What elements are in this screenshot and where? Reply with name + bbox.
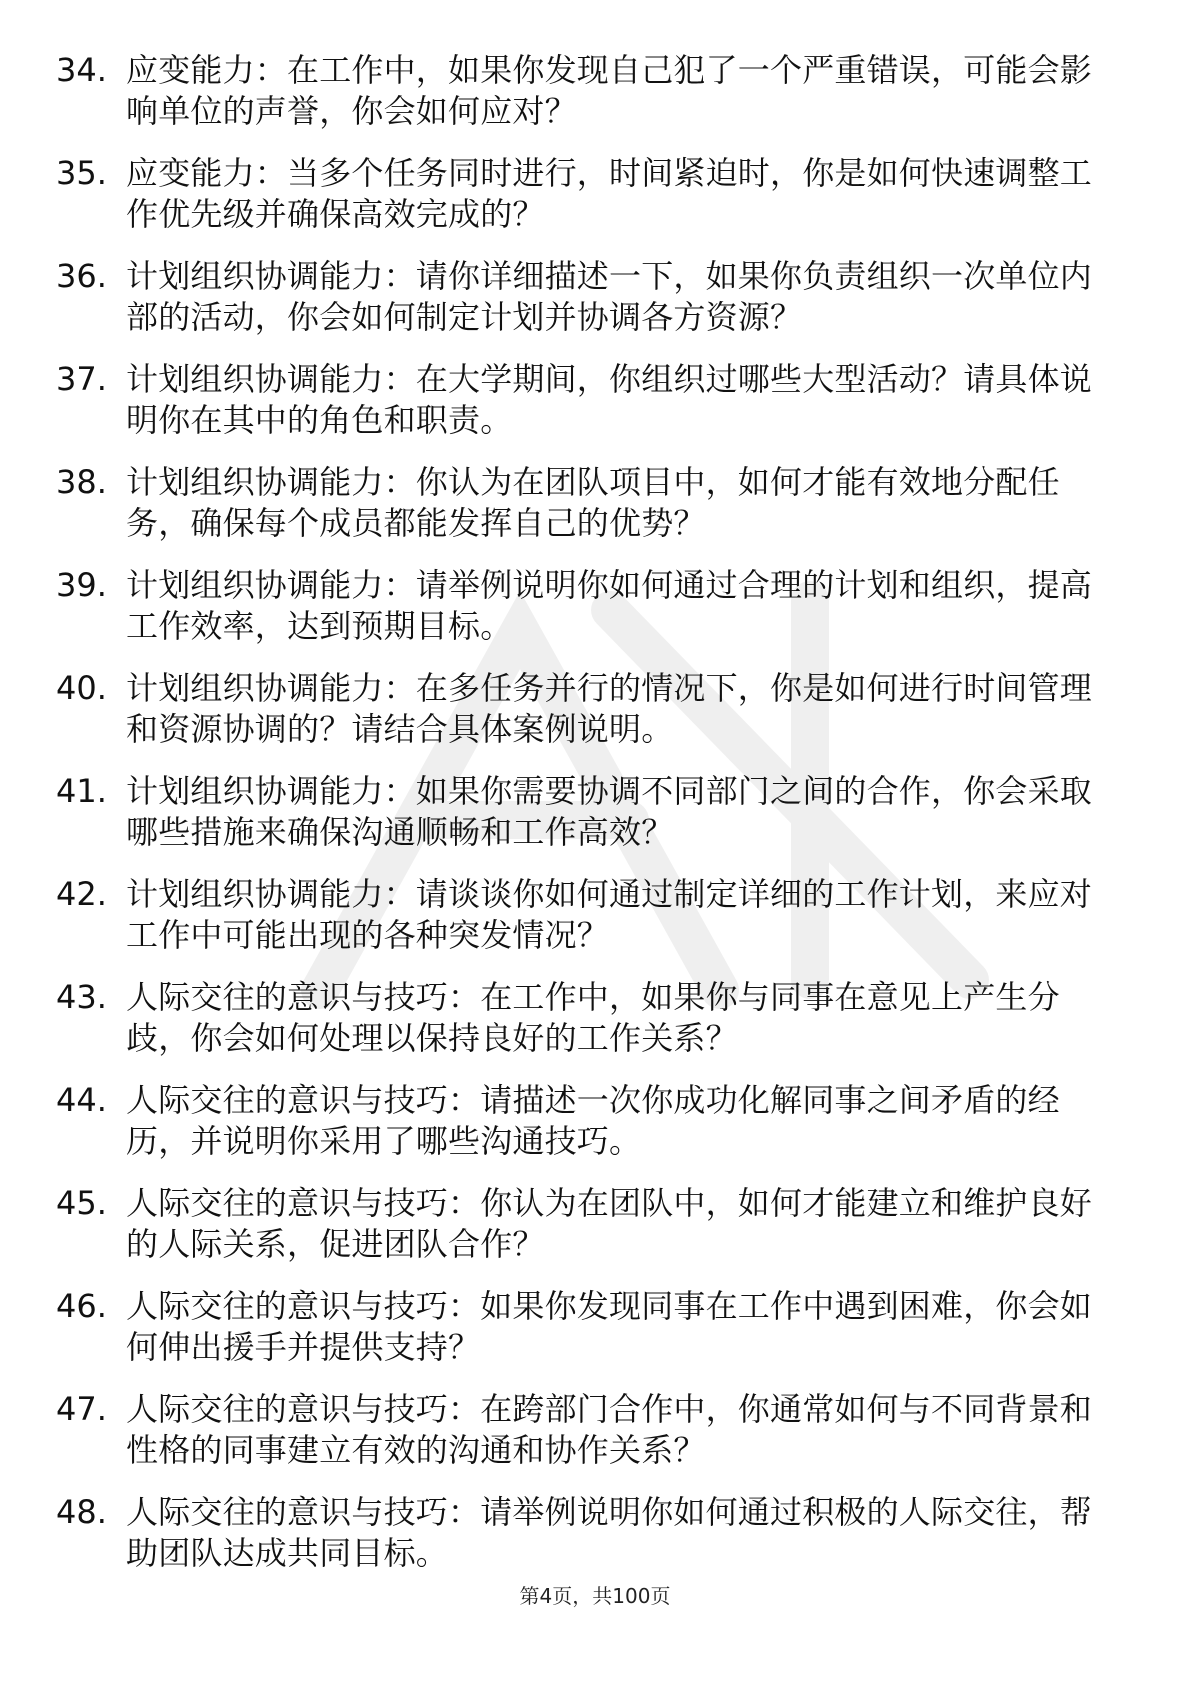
question-text: 计划组织协调能力：如果你需要协调不同部门之间的合作，你会采取哪些措施来确保沟通顺畅和工作高效？: [126, 772, 1093, 851]
question-number: 37.: [56, 360, 107, 398]
question-item: [56, 50, 1116, 153]
question-text: 人际交往的意识与技巧：请举例说明你如何通过积极的人际交往，帮助团队达成共同目标。: [126, 1493, 1093, 1572]
question-number: 35.: [56, 154, 107, 192]
question-text: 人际交往的意识与技巧：请描述一次你成功化解同事之间矛盾的经历，并说明你采用了哪些沟通技巧。: [126, 1081, 1060, 1160]
question-list: [56, 50, 1116, 1595]
question-text: 计划组织协调能力：你认为在团队项目中，如何才能有效地分配任务，确保每个成员都能发挥自己的优势？: [126, 463, 1060, 542]
question-item: [56, 874, 1116, 977]
question-item: [56, 1286, 1116, 1389]
question-item: [56, 977, 1116, 1080]
question-text: 人际交往的意识与技巧：你认为在团队中，如何才能建立和维护良好的人际关系，促进团队合作？: [126, 1184, 1093, 1263]
question-text: 人际交往的意识与技巧：在工作中，如果你与同事在意见上产生分歧，你会如何处理以保持良好的工作关系？: [126, 978, 1060, 1057]
question-number: 43.: [56, 978, 107, 1016]
question-text: 应变能力：在工作中，如果你发现自己犯了一个严重错误，可能会影响单位的声誉，你会如何应对？: [126, 51, 1093, 130]
question-item: [56, 1389, 1116, 1492]
question-text: 计划组织协调能力：在大学期间，你组织过哪些大型活动？请具体说明你在其中的角色和职责。: [126, 360, 1093, 439]
question-number: 34.: [56, 51, 107, 89]
question-number: 47.: [56, 1390, 107, 1428]
question-number: 46.: [56, 1287, 107, 1325]
question-text: 计划组织协调能力：在多任务并行的情况下，你是如何进行时间管理和资源协调的？请结合具体案例说明。: [126, 669, 1093, 748]
question-item: [56, 565, 1116, 668]
question-number: 48.: [56, 1493, 107, 1531]
question-number: 39.: [56, 566, 107, 604]
question-item: [56, 1183, 1116, 1286]
question-number: 44.: [56, 1081, 107, 1119]
question-text: 人际交往的意识与技巧：如果你发现同事在工作中遇到困难，你会如何伸出援手并提供支持？: [126, 1287, 1093, 1366]
question-text: 计划组织协调能力：请你详细描述一下，如果你负责组织一次单位内部的活动，你会如何制定计划并协调各方资源？: [126, 257, 1093, 336]
question-text: 人际交往的意识与技巧：在跨部门合作中，你通常如何与不同背景和性格的同事建立有效的沟通和协作关系？: [126, 1390, 1093, 1469]
question-number: 42.: [56, 875, 107, 913]
question-item: [56, 668, 1116, 771]
question-text: 计划组织协调能力：请举例说明你如何通过合理的计划和组织，提高工作效率，达到预期目标。: [126, 566, 1093, 645]
page-footer: 第4页，共100页: [519, 1584, 671, 1608]
question-text: 应变能力：当多个任务同时进行，时间紧迫时，你是如何快速调整工作优先级并确保高效完成的？: [126, 154, 1093, 233]
question-number: 38.: [56, 463, 107, 501]
question-number: 45.: [56, 1184, 107, 1222]
question-item: [56, 359, 1116, 462]
question-text: 计划组织协调能力：请谈谈你如何通过制定详细的工作计划，来应对工作中可能出现的各种突发情况？: [126, 875, 1093, 954]
question-item: [56, 462, 1116, 565]
question-item: [56, 771, 1116, 874]
question-item: [56, 1080, 1116, 1183]
question-number: 36.: [56, 257, 107, 295]
question-item: [56, 153, 1116, 256]
question-number: 41.: [56, 772, 107, 810]
question-item: [56, 256, 1116, 359]
question-number: 40.: [56, 669, 107, 707]
